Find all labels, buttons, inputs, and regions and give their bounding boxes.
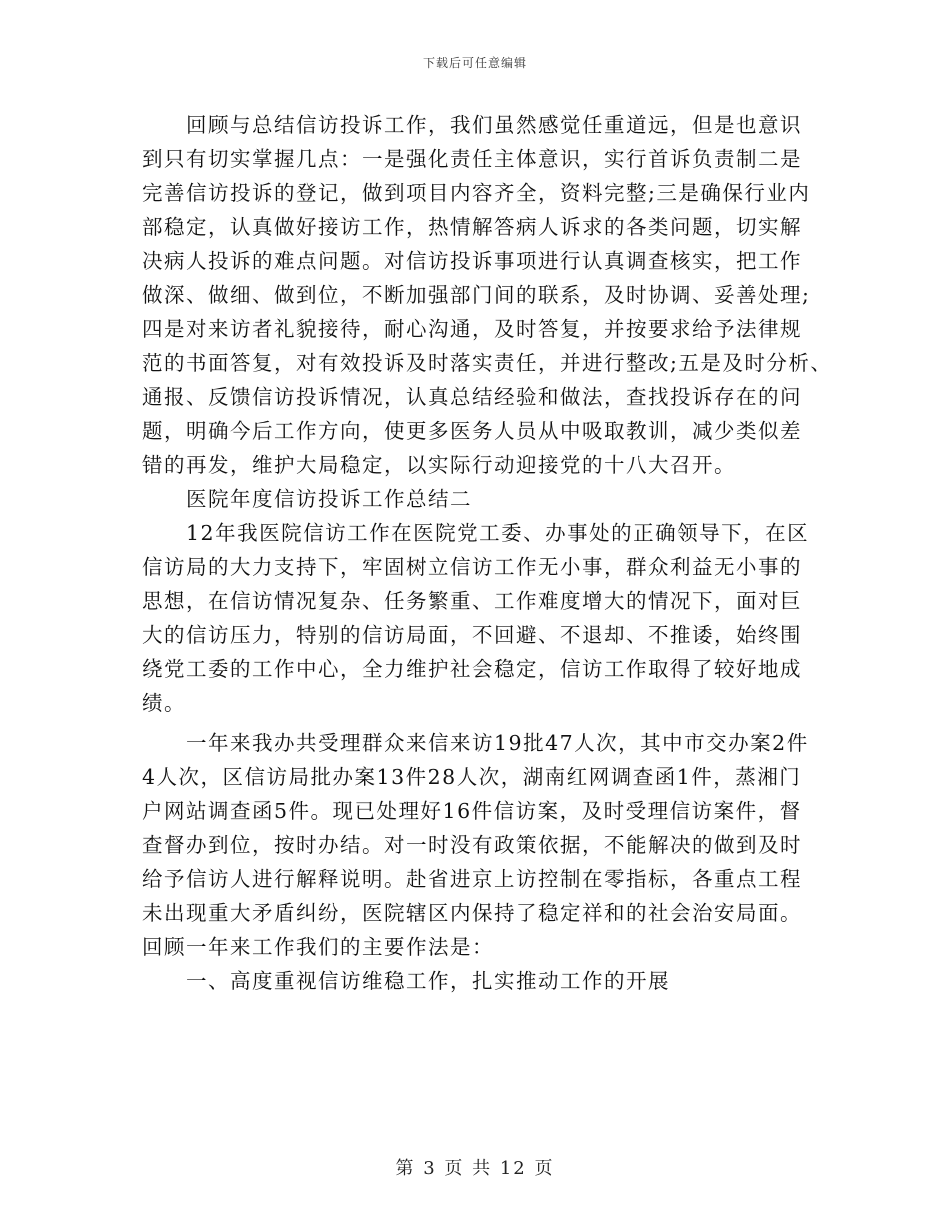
paragraph-line: 做深、做细、做到位，不断加强部门间的联系，及时协调、妥善处理; [142, 283, 811, 307]
paragraph-line: 查督办到位，按时办结。对一时没有政策依据，不能解决的做到及时 [142, 833, 802, 857]
paragraph-line: 大的信访压力，特别的信访局面，不回避、不退却、不推诿，始终围 [142, 623, 802, 647]
paragraph-line: 12年我医院信访工作在医院党工委、办事处的正确领导下，在区 [186, 521, 810, 545]
paragraph-line: 一年来我办共受理群众来信来访19批47人次，其中市交办案2件 [186, 731, 809, 755]
paragraph-line: 错的再发，维护大局稳定，以实际行动迎接党的十八大召开。 [142, 453, 736, 477]
paragraph-line: 户网站调查函5件。现已处理好16件信访案，及时受理信访案件，督 [142, 799, 802, 823]
paragraph-line: 绩。 [142, 691, 186, 715]
section-title: 医院年度信访投诉工作总结二 [186, 487, 472, 511]
section-heading: 一、高度重视信访维稳工作，扎实推动工作的开展 [186, 969, 670, 993]
paragraph-line: 题，明确今后工作方向，使更多医务人员从中吸取教训，减少类似差 [142, 419, 802, 443]
paragraph-line: 四是对来访者礼貌接待，耐心沟通，及时答复，并按要求给予法律规 [142, 317, 802, 341]
page-number: 第 3 页 共 12 页 [395, 1158, 555, 1179]
paragraph-line: 完善信访投诉的登记，做到项目内容齐全，资料完整;三是确保行业内 [142, 181, 811, 205]
paragraph-line: 范的书面答复，对有效投诉及时落实责任，并进行整改;五是及时分析、 [142, 351, 833, 375]
paragraph-line: 到只有切实掌握几点：一是强化责任主体意识，实行首诉负责制二是 [142, 147, 802, 171]
paragraph-line: 4人次，区信访局批办案13件28人次，湖南红网调查函1件，蒸湘门 [142, 765, 802, 789]
paragraph-line: 部稳定，认真做好接访工作，热情解答病人诉求的各类问题，切实解 [142, 215, 802, 239]
paragraph-line: 给予信访人进行解释说明。赴省进京上访控制在零指标，各重点工程 [142, 867, 802, 891]
paragraph-line: 信访局的大力支持下，牢固树立信访工作无小事，群众利益无小事的 [142, 555, 802, 579]
paragraph-line: 未出现重大矛盾纠纷，医院辖区内保持了稳定祥和的社会治安局面。 [142, 901, 802, 925]
document-body [142, 108, 833, 998]
paragraph-line: 思想，在信访情况复杂、任务繁重、工作难度增大的情况下，面对巨 [142, 589, 802, 613]
paragraph-line: 决病人投诉的难点问题。对信访投诉事项进行认真调查核实，把工作 [142, 249, 802, 273]
paragraph-line: 回顾一年来工作我们的主要作法是： [142, 935, 494, 959]
paragraph-line: 通报、反馈信访投诉情况，认真总结经验和做法，查找投诉存在的问 [142, 385, 802, 409]
paragraph-line: 回顾与总结信访投诉工作，我们虽然感觉任重道远，但是也意识 [186, 113, 802, 137]
page-header: 下载后可任意编辑 [422, 56, 527, 70]
paragraph-line: 绕党工委的工作中心，全力维护社会稳定，信访工作取得了较好地成 [142, 657, 802, 681]
